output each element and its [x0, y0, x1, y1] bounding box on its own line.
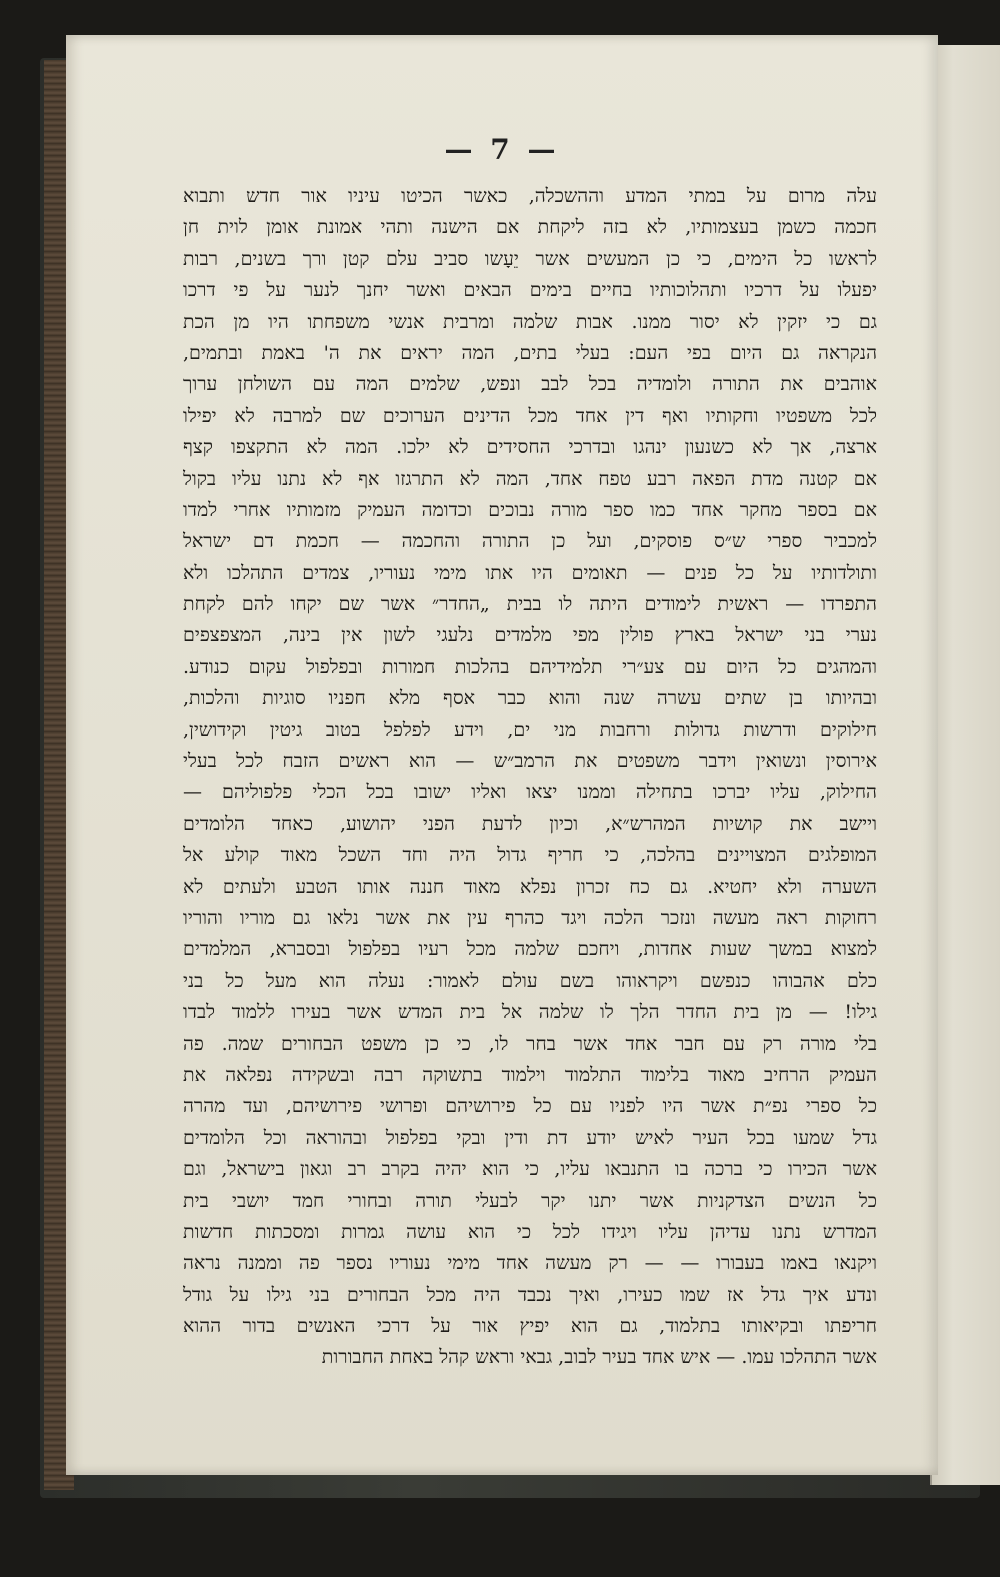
book-page — [66, 35, 938, 1475]
text-line: חריפתו ובקיאותו בתלמוד, גם הוא יפיץ אור על דרכי האנשים בדור ההוא — [183, 1315, 877, 1338]
text-line: אירוסין ונשואין וידבר משפטים את הרמב״ש — הוא ראשים הזבח לכל בעלי — [183, 750, 877, 773]
text-line: גילו! — מן בית החדר הלך לו שלמה אל בית המדש אשר בעירו ללמוד לבדו — [183, 1001, 877, 1024]
text-line: אם קטנה מדת הפאה רבע טפח אחד, המה לא התרגזו אף לא נתנו עליו בקול — [183, 467, 877, 490]
text-line: עלה מרום על במתי המדע וההשכלה, כאשר הכיטו עיניו אור חדש ותבוא — [183, 185, 877, 207]
page-number: — 7 — — [444, 133, 560, 166]
text-line: והמהגים כל היום עם צע״רי תלמידיהם בהלכות חמורות ובפלפול עקום כנודע. — [183, 655, 877, 678]
text-line: ונדע איך גדל אז שמו כעירו, ואיך נכבד היה מכל הבחורים בני גילו על גודל — [183, 1283, 877, 1306]
text-line: יפעלו על דרכיו ותהלוכותיו בחיים בימים הבאים ואשר יחנך לנער על פי דרכו — [183, 279, 877, 302]
adjacent-page-edge — [930, 45, 1000, 1485]
text-line: המדרש נתנו עדיהן עליו ויגידו לכל כי הוא עושה גמרות ומסכתות חדשות — [183, 1220, 877, 1243]
text-line: המופלגים המצויינים בהלכה, כי חריף גדול היה וחד השכל מאוד קולע אל — [183, 844, 877, 867]
text-line: גם כי יזקין לא יסור ממנו. אבות שלמה ומרבית אנשי משפחתו היו מן הכת — [183, 310, 877, 333]
text-line: חילוקים ודרשות גדולות ורחבות מני ים, וידע לפלפל בטוב גיטין וקידושין, — [183, 718, 877, 741]
text-line: אוהבים את התורה ולומדיה בכל לבב ונפש, שלמים המה עם השולחן ערוך — [183, 373, 877, 396]
text-line: אם בספר מחקר אחד כמו ספר מורה נבוכים וכדומה העמיק מזמותיו אחרי למדו — [183, 498, 877, 521]
text-line: כל ספרי נפ״ת אשר היו לפניו עם כל פירושיהם ופרושי פירושיהם, ועד מהרה — [183, 1095, 877, 1118]
text-line: כל הנשים הצדקניות אשר יתנו יקר לבעלי תורה ובחורי חמד יושבי בית — [183, 1189, 877, 1212]
text-line: חכמה כשמן בעצמותיו, לא בזה ליקחת אם הישנה ותהי אמונת אומן לוית חן — [183, 216, 877, 239]
text-line: אשר התהלכו עמו. — איש אחד בעיר לבוב, גבאי וראש קהל באחת החבורות — [321, 1346, 877, 1369]
text-line: אשר הכירו כי ברכה בו התנבאו עליו, כי הוא יהיה בקרב רב וגאון בישראל, וגם — [183, 1158, 877, 1181]
text-line: העמיק הרחיב מאוד בלימוד התלמוד וילמוד בתשוקה רבה ובשקידה נפלאה את — [183, 1063, 877, 1086]
text-line: ויישב את קושיות המהרש״א, וכיון לדעת הפני יהושוע, כאחד הלומדים — [183, 812, 877, 835]
text-line: למצוא במשך שעות אחדות, ויחכם שלמה מכל רעיו בפלפול ובסברא, המלמדים — [183, 938, 877, 961]
text-line: למכביר ספרי ש״ס פוסקים, ועל כן התורה והחכמה — חכמת דם ישראל — [183, 530, 877, 553]
text-line: ארצה, אך לא כשנעון ינהגו ובדרכי החסידים לא ילכו. המה לא התקצפו קצף — [183, 436, 877, 459]
text-line: לכל משפטיו וחקותיו ואף דין אחד מכל הדינים הערוכים שם למרבה לא יפילו — [183, 404, 877, 427]
text-line: החילוק, עליו יברכו בתחילה וממנו יצאו ואליו ישובו בכל הכלי פלפוליהם — — [183, 781, 877, 804]
text-line: ותולדותיו על כל פנים — תאומים היו אתו מימי נעוריו, צמדים התהלכו ולא — [183, 561, 877, 584]
text-line: גדל שמעו בכל העיר לאיש יודע דת ודין ובקי בפלפול ובהוראה וכל הלומדים — [183, 1126, 877, 1149]
text-line: כלם אהבוהו כנפשם ויקראוהו בשם עולם לאמור: נעלה הוא מעל כל בני — [183, 969, 877, 992]
text-line: ויקנאו באמו בעבורו — — רק מעשה אחד מימי נעוריו נספר פה וממנה נראה — [183, 1252, 877, 1275]
text-line: הנקראה גם היום בפי העם: בעלי בתים, המה יראים את ה' באמת ובתמים, — [183, 341, 877, 364]
text-line: התפרדו — ראשית לימודים היתה לו בבית „החדר״ אשר שם יקחו להם לקחת — [183, 593, 877, 616]
text-line: בלי מורה רק עם חבר אחד אשר בחר לו, כי כן משפט הבחורים שמה. פה — [183, 1032, 877, 1055]
text-line: ובהיותו בן שתים עשרה שנה והוא כבר אסף מלא חפניו סוגיות והלכות, — [183, 687, 877, 710]
text-line: לראשו כל הימים, כי כן המעשים אשר יֵעָשו סביב עלם קטן ורך בשנים, רבות — [183, 247, 877, 270]
text-line: נערי בני ישראל בארץ פולין מפי מלמדים נלעגי לשון אין בינה, המצפצפים — [183, 624, 877, 647]
page-text-body — [183, 181, 877, 1374]
text-line: השערה ולא יחטיא. גם כח זכרון נפלא מאוד חננה אותו הטבע ולעתים לא — [183, 875, 877, 898]
text-line: רחוקות ראה מעשה ונזכר הלכה ויגד כהרף עין את אשר נלאו גם מוריו והוריו — [183, 906, 877, 929]
